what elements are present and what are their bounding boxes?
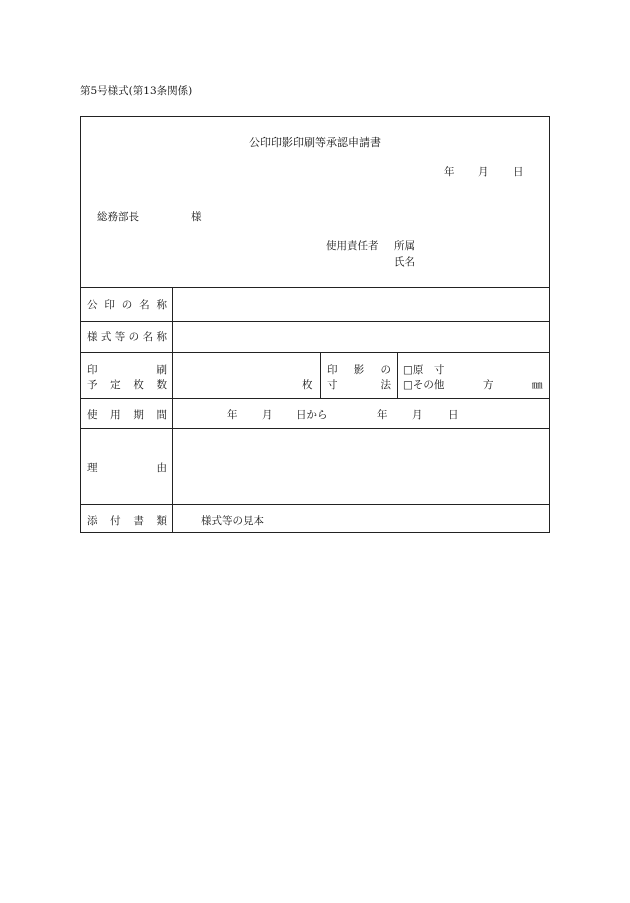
attachments-value: 様式等の見本 (201, 515, 264, 527)
form-name-label: 様 式 等 の 名 称 (87, 331, 167, 343)
print-qty-label-line1: 印 刷 (87, 364, 167, 376)
form-title: 公印印影印刷等承認申請書 (249, 136, 381, 149)
period-end-day: 日 (448, 409, 459, 421)
period-start-year: 年 (227, 409, 238, 421)
period-start-month: 月 (262, 409, 273, 421)
affiliation-label: 所属 (394, 240, 415, 252)
seal-name-label: 公 印 の 名 称 (87, 299, 167, 311)
date-month-label: 月 (478, 166, 489, 178)
period-end-year: 年 (377, 409, 388, 421)
date-day-label: 日 (513, 166, 524, 178)
period-label: 使 用 期 間 (87, 409, 167, 421)
impression-label-line1: 印 影 の (327, 364, 391, 376)
option-other-unit: ㎜ (532, 379, 543, 391)
print-qty-unit: 枚 (302, 379, 313, 391)
addressee-name: 総務部長 (97, 211, 139, 223)
form-number: 第5号様式(第13条関係) (80, 85, 193, 97)
print-qty-label-line2: 予 定 枚 数 (87, 379, 167, 391)
period-end-month: 月 (412, 409, 423, 421)
date-year-label: 年 (444, 166, 455, 178)
addressee-honorific: 様 (191, 211, 202, 223)
name-label: 氏名 (394, 256, 415, 268)
option-other-mid: 方 (483, 379, 494, 391)
period-start-day: 日から (296, 409, 328, 421)
option-original-size: □原 寸 (403, 364, 445, 376)
attachments-label: 添 付 書 類 (87, 515, 167, 527)
option-other-size: □その他 (403, 379, 445, 391)
reason-label: 理 由 (87, 462, 167, 474)
application-form (80, 116, 550, 533)
impression-label-line2: 寸 法 (327, 379, 391, 391)
applicant-label: 使用責任者 (326, 240, 379, 252)
